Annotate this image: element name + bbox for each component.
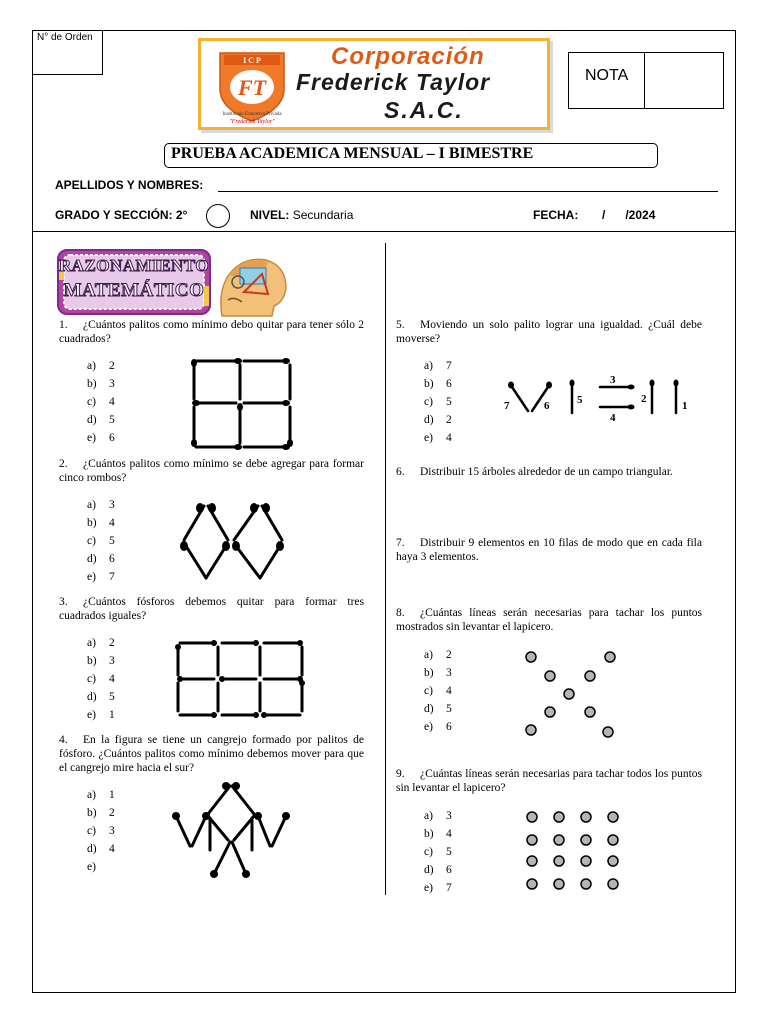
- question-9-options[interactable]: [424, 807, 452, 897]
- option[interactable]: c) 5: [424, 396, 452, 408]
- option[interactable]: e) 7: [424, 882, 452, 894]
- option[interactable]: a) 3: [87, 499, 115, 511]
- svg-text:"Frederick Taylor": "Frederick Taylor": [229, 119, 275, 125]
- option[interactable]: d) 5: [424, 703, 452, 715]
- option[interactable]: e) 6: [424, 721, 452, 733]
- option[interactable]: d) 2: [424, 414, 452, 426]
- banner-line-2: MATEMÁTICO: [63, 280, 205, 301]
- banner-line-1: RAZONAMIENTO: [58, 256, 210, 275]
- logo-line-2: Frederick Taylor: [296, 69, 491, 95]
- question-1: 1. ¿Cuántos palitos como mínimo debo quitar para tener sólo 2 cuadrados?: [59, 319, 364, 345]
- seccion-circle[interactable]: [206, 204, 230, 228]
- matchstick-rhombus-figure-2: [176, 498, 288, 582]
- option[interactable]: b) 3: [87, 378, 115, 390]
- apellidos-label: APELLIDOS Y NOMBRES:: [55, 178, 204, 192]
- option[interactable]: a) 2: [87, 360, 115, 372]
- logo-line-3: S.A.C.: [384, 97, 464, 123]
- option[interactable]: b) 3: [424, 667, 452, 679]
- nivel-label: NIVEL: Secundaria: [250, 208, 354, 222]
- page-frame: [32, 30, 736, 993]
- orden-box: [32, 30, 103, 75]
- fig5-label-3: 3: [610, 375, 616, 386]
- grado-label: GRADO Y SECCIÓN: 2°: [55, 208, 188, 222]
- fig5-label-6: 6: [544, 400, 550, 412]
- fecha-value: / /2024: [602, 208, 656, 222]
- header-divider: [32, 231, 736, 232]
- option[interactable]: e) 6: [87, 432, 115, 444]
- section-banner: [56, 248, 212, 316]
- question-8: 8. ¿Cuántas líneas serán necesarias para tachar los puntos mostrados sin levantar el lapicero.: [396, 607, 702, 633]
- nota-label: NOTA: [585, 67, 629, 84]
- question-7: 7. Distribuir 9 elementos en 10 filas de modo que en cada fila haya 3 elementos.: [396, 537, 702, 563]
- option[interactable]: a) 1: [87, 789, 115, 801]
- question-6: 6. Distribuir 15 árboles alrededor de un campo triangular.: [396, 466, 673, 478]
- question-3-options[interactable]: [87, 634, 115, 724]
- svg-text:Institución Educativa Privada: Institución Educativa Privada: [222, 112, 282, 117]
- school-logo: [198, 38, 550, 130]
- option[interactable]: c) 4: [87, 396, 115, 408]
- matchstick-crab-figure-4: [168, 778, 294, 880]
- option[interactable]: a) 2: [424, 649, 452, 661]
- fig5-label-7: 7: [504, 400, 510, 412]
- option[interactable]: b) 4: [87, 517, 115, 529]
- nota-box: [568, 52, 724, 109]
- apellidos-field[interactable]: [218, 191, 718, 192]
- nota-divider: [644, 53, 645, 108]
- column-divider: [385, 243, 386, 895]
- question-4-options[interactable]: [87, 786, 115, 876]
- question-3: 3. ¿Cuántos fósforos debemos quitar para formar tres cuadrados iguales?: [59, 596, 364, 622]
- option[interactable]: c) 3: [87, 825, 115, 837]
- option[interactable]: c) 4: [424, 685, 452, 697]
- fig5-label-5: 5: [577, 394, 583, 406]
- question-9: 9. ¿Cuántas líneas serán necesarias para tachar todos los puntos sin levantar el lapicero?: [396, 768, 702, 794]
- logo-line-1: Corporación: [331, 43, 485, 70]
- option[interactable]: b) 3: [87, 655, 115, 667]
- exam-title: PRUEBA ACADEMICA MENSUAL – I BIMESTRE: [164, 143, 658, 168]
- option[interactable]: e) 4: [424, 432, 452, 444]
- option[interactable]: c) 5: [87, 535, 115, 547]
- matchstick-grid-figure-1: [186, 355, 298, 453]
- fecha-label: FECHA:: [533, 208, 579, 222]
- option[interactable]: b) 6: [424, 378, 452, 390]
- svg-text:FT: FT: [237, 75, 267, 100]
- question-1-options[interactable]: [87, 357, 115, 447]
- option[interactable]: a) 3: [424, 810, 452, 822]
- dots-x-figure-8: [520, 648, 620, 740]
- matchstick-grid-figure-3: [172, 637, 310, 721]
- option[interactable]: b) 4: [424, 828, 452, 840]
- option[interactable]: a) 2: [87, 637, 115, 649]
- nivel-value: Secundaria: [292, 208, 354, 222]
- question-8-options[interactable]: [424, 646, 452, 736]
- question-2-options[interactable]: [87, 496, 115, 586]
- option[interactable]: c) 4: [87, 673, 115, 685]
- option[interactable]: c) 5: [424, 846, 452, 858]
- option[interactable]: b) 2: [87, 807, 115, 819]
- matchstick-equation-figure-5: [500, 375, 700, 427]
- option[interactable]: e) 1: [87, 709, 115, 721]
- fig5-label-2: 2: [641, 393, 647, 405]
- option[interactable]: d) 6: [424, 864, 452, 876]
- school-emblem-icon: [206, 45, 298, 125]
- orden-label: N° de Orden: [37, 32, 93, 43]
- question-5-options[interactable]: [424, 357, 452, 447]
- option[interactable]: d) 4: [87, 843, 115, 855]
- option[interactable]: a) 7: [424, 360, 452, 372]
- question-4: 4. En la figura se tiene un cangrejo formado por palitos de fósforo. ¿Cuántos palitos como mínimo debemos mover para que el cangrejo mire hacia el sur?: [59, 734, 364, 774]
- fig5-label-4: 4: [610, 412, 616, 424]
- svg-text:I C P: I C P: [243, 56, 261, 65]
- thinking-head-icon: [214, 246, 292, 318]
- question-2: 2. ¿Cuántos palitos como mínimo se debe agregar para formar cinco rombos?: [59, 458, 364, 484]
- question-5: 5. Moviendo un solo palito lograr una igualdad. ¿Cuál debe moverse?: [396, 319, 702, 345]
- option[interactable]: e) 7: [87, 571, 115, 583]
- option[interactable]: e): [87, 861, 96, 873]
- option[interactable]: d) 6: [87, 553, 115, 565]
- fig5-label-1: 1: [682, 400, 688, 412]
- option[interactable]: d) 5: [87, 414, 115, 426]
- option[interactable]: d) 5: [87, 691, 115, 703]
- dots-grid-figure-9: [522, 808, 622, 892]
